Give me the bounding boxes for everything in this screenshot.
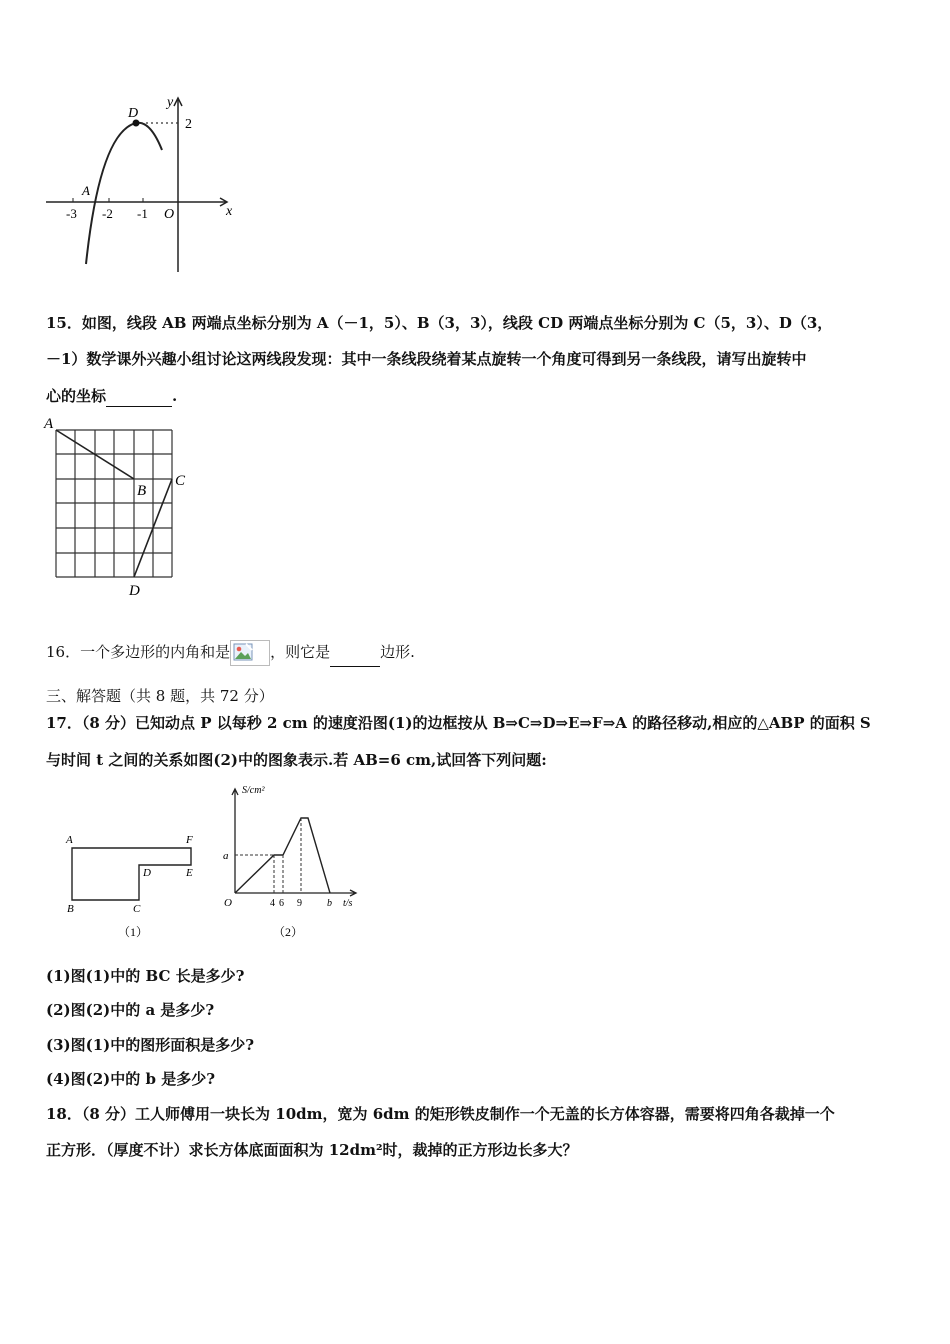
fig2-origin: O: [224, 897, 232, 909]
fig2-tick-b: b: [327, 898, 332, 909]
q16-text-pre: 16．一个多边形的内角和是: [46, 643, 231, 661]
parabola-figure: [40, 92, 240, 277]
q15-line-2: －1）数学课外兴趣小组讨论这两线段发现：其中一条线段绕着某点旋转一个角度可得到另一条线段，请写出旋转中: [46, 350, 807, 368]
q17-figure-2: [215, 780, 365, 945]
q16-text-mid: ，则它是: [270, 643, 331, 661]
grid-lines: [56, 430, 172, 577]
fig2-tick-9: 9: [297, 898, 302, 909]
point-d-label: D: [128, 106, 139, 121]
q17-line-2: 与时间 t 之间的关系如图(2)中的图象表示.若 AB=6 cm,试回答下列问题:: [46, 751, 547, 769]
fig2-guides: [235, 818, 301, 893]
fig2-y-label: S/cm²: [242, 785, 265, 796]
fig1-label-a: A: [66, 834, 73, 846]
fig1-label-b: B: [67, 903, 74, 915]
label-b: B: [137, 483, 147, 499]
q17-line-1: 17．（8 分）已知动点 P 以每秒 2 cm 的速度沿图(1)的边框按从 B⇒C⇒D⇒E⇒F⇒A 的路径移动,相应的△ABP 的面积 S: [46, 714, 871, 732]
origin-label: O: [164, 207, 175, 222]
fig2-a-label: a: [223, 850, 229, 862]
q15-line-3-end: .: [172, 387, 178, 405]
fig1-label-d: D: [143, 867, 151, 879]
y-tick-2: 2: [185, 117, 192, 132]
section-3-title: 三、解答题（共 8 题，共 72 分）: [46, 687, 274, 705]
q18-line-1: 18．（8 分）工人师傅用一块长为 10dm，宽为 6dm 的矩形铁皮制作一个无盖的长方体容器，需要将四角各裁掉一个: [46, 1105, 835, 1123]
q17-sub-4: (4)图(2)中的 b 是多少?: [46, 1070, 215, 1088]
x-axis-label: x: [226, 204, 233, 219]
q16-line: [46, 638, 906, 666]
fig1-label-f: F: [186, 834, 193, 846]
x-tick-neg3: -3: [66, 206, 77, 221]
fig2-tick-6: 6: [279, 898, 284, 909]
label-d: D: [129, 583, 140, 599]
q17-figure-1: [60, 828, 210, 943]
q17-sub-3: (3)图(1)中的图形面积是多少?: [46, 1036, 255, 1054]
fig1-caption: （1）: [118, 925, 149, 939]
q16-text-post: 边形.: [380, 643, 415, 661]
x-tick-neg2: -2: [102, 206, 113, 221]
q16-answer-blank[interactable]: [330, 638, 380, 667]
label-c: C: [175, 473, 186, 489]
q18-line-2: 正方形．（厚度不计）求长方体底面面积为 12dm²时，裁掉的正方形边长多大？: [46, 1141, 578, 1159]
point-a-label: A: [82, 183, 90, 198]
fig2-x-label: t/s: [343, 898, 353, 909]
q17-sub-1: (1)图(1)中的 BC 长是多少?: [46, 967, 245, 985]
fig1-label-c: C: [133, 903, 141, 915]
fig2-tick-4: 4: [270, 898, 275, 909]
q15-answer-blank[interactable]: [106, 386, 172, 407]
path-shape: [72, 848, 191, 900]
x-tick-neg1: -1: [137, 206, 148, 221]
broken-image-icon: [230, 640, 270, 666]
label-a: A: [44, 416, 54, 432]
parabola-curve: [86, 123, 162, 264]
q17-sub-2: (2)图(2)中的 a 是多少?: [46, 1001, 215, 1019]
fig1-label-e: E: [186, 867, 193, 879]
y-axis-label: y: [167, 95, 174, 110]
q15-line-3: [46, 386, 906, 407]
q15-line-1: 15．如图，线段 AB 两端点坐标分别为 A（－1，5）、B（3，3），线段 CD 两端点坐标分别为 C（5，3）、D（3，: [46, 314, 833, 332]
fig2-caption: （2）: [273, 925, 304, 939]
grid-figure: [40, 414, 200, 599]
q15-line-3-text: 心的坐标: [46, 387, 107, 405]
